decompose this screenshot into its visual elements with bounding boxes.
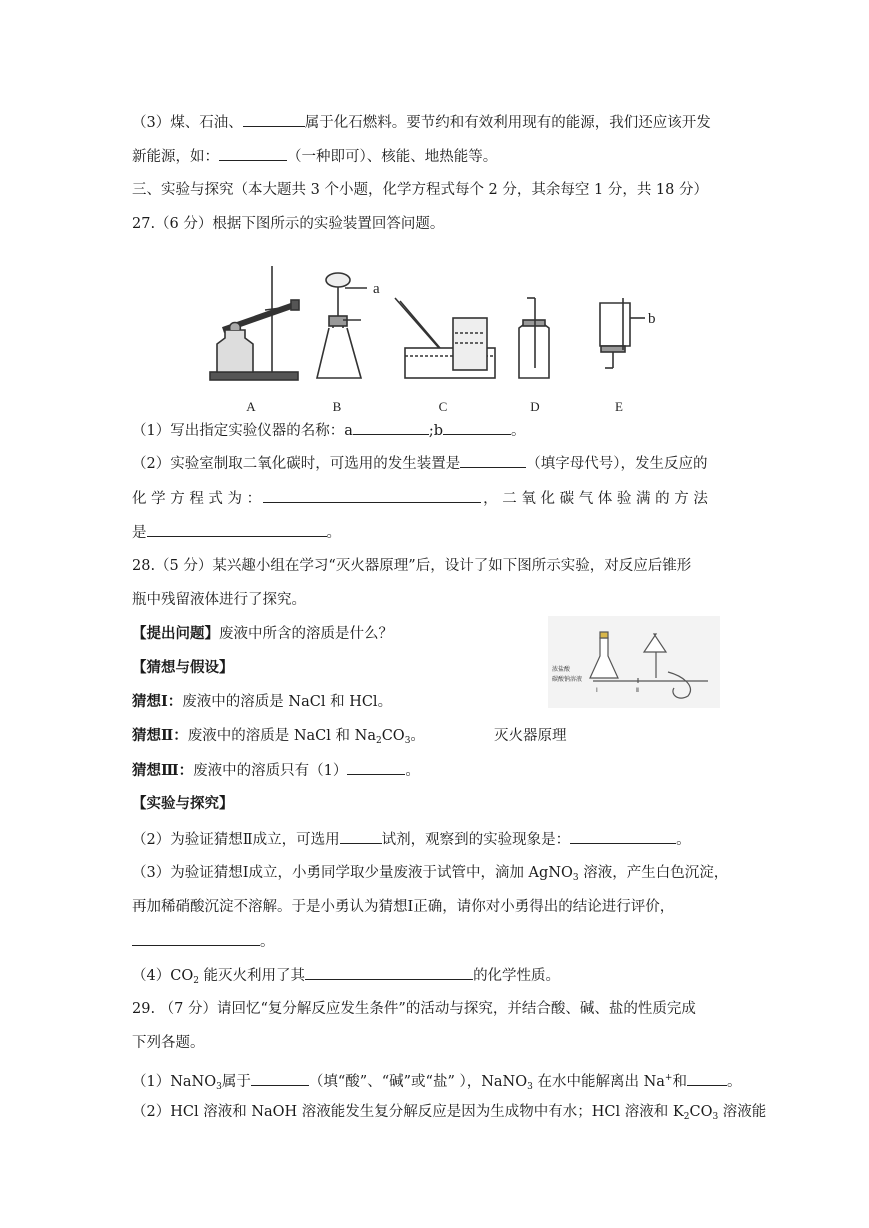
text: 在水中能解离出 Na: [532, 1074, 665, 1090]
text: 。: [326, 525, 341, 541]
q28-stem1: 28.（5 分）某兴趣小组在学习“灭火器原理”后，设计了如下图所示实验，对反应后锥形: [132, 558, 692, 574]
text: 化 学 方 程 式 为 ：: [132, 491, 262, 507]
figure-caption: 灭火器原理: [494, 728, 567, 744]
answer-blank[interactable]: [219, 146, 287, 161]
callout-b: b: [648, 311, 656, 327]
fig-text-i: Ⅰ: [596, 687, 598, 694]
text: （填字母代号），发生反应的: [526, 456, 708, 472]
q28-p2: [132, 829, 691, 850]
q28-hypothesis-head: 【猜想与假设】: [132, 659, 234, 676]
text: 能灭火利用了其: [198, 968, 306, 984]
lab-apparatus-figure: [205, 258, 675, 418]
section-tag: 【提出问题】: [132, 625, 219, 642]
text: （2）为验证猜想Ⅱ成立，可选用: [132, 832, 340, 848]
q28-p3-line3: [132, 931, 275, 952]
q28-exp-head: 【实验与探究】: [132, 795, 234, 812]
fig-text-1: 浓盐酸: [552, 666, 571, 673]
q27-p1: [132, 420, 526, 441]
text: 。: [726, 1074, 742, 1090]
q29-stem1: 29. （7 分）请回忆“复分解反应发生条件”的活动与探究，并结合酸、碱、盐的性质完成: [132, 1001, 696, 1017]
subscript: 2: [683, 1112, 690, 1122]
superscript: +: [664, 1073, 673, 1083]
text: 试剂，观察到的实验现象是：: [381, 832, 571, 848]
extinguisher-figure: [548, 616, 720, 708]
text: 属于: [221, 1074, 251, 1090]
text: （1）写出指定实验仪器的名称：a: [132, 423, 353, 439]
text: ， 二 氧 化 碳 气 体 验 满 的 方 法: [483, 491, 708, 507]
label-e: E: [615, 399, 623, 414]
answer-blank[interactable]: [132, 931, 260, 946]
fig-text-2: 碳酸钠溶液: [552, 676, 583, 683]
q29-stem2: 下列各题。: [132, 1035, 205, 1051]
apparatus-b: [317, 273, 367, 378]
text: 是: [132, 525, 147, 541]
answer-blank[interactable]: [251, 1071, 309, 1086]
answer-blank[interactable]: [347, 760, 405, 775]
answer-blank[interactable]: [570, 829, 676, 844]
text: 溶液能: [718, 1104, 767, 1120]
subscript: 3: [527, 1082, 533, 1092]
text: 。: [511, 423, 526, 439]
apparatus-c: [395, 298, 495, 378]
label-c: C: [438, 399, 448, 414]
text: （3）为验证猜想Ⅰ成立，小勇同学取少量废液于试管中，滴加 AgNO: [132, 865, 573, 881]
subscript: 2: [193, 976, 199, 986]
q28-p4: [132, 965, 560, 991]
apparatus-e: [600, 298, 645, 368]
text: （1）NaNO: [132, 1074, 217, 1090]
q28-p3-line2: 再加稀硝酸沉淀不溶解。于是小勇认为猜想Ⅰ正确，请你对小勇得出的结论进行评价，: [132, 899, 675, 915]
text: 和: [672, 1074, 687, 1090]
text: CO: [381, 728, 405, 744]
label: 猜想Ⅰ：: [132, 693, 183, 710]
text: （填“酸”、“碱”或“盐” ），NaNO: [308, 1074, 528, 1090]
text: 新能源，如：: [132, 149, 219, 165]
apparatus-d: [519, 298, 549, 378]
q26-3-line1: [132, 112, 711, 133]
answer-blank[interactable]: [305, 965, 473, 980]
label: 猜想Ⅱ：: [132, 727, 188, 744]
answer-blank[interactable]: [340, 829, 382, 844]
q27-p2-line3: [132, 522, 341, 543]
answer-blank[interactable]: [263, 488, 481, 503]
label-a: A: [246, 399, 256, 414]
text: CO: [689, 1104, 713, 1120]
q27-stem: 27.（6 分）根据下图所示的实验装置回答问题。: [132, 216, 445, 232]
answer-blank[interactable]: [687, 1071, 727, 1086]
text: 废液中的溶质是 NaCl 和 Na: [187, 728, 376, 744]
text: （2）HCl 溶液和 NaOH 溶液能发生复分解反应是因为生成物中有水；HCl 溶液和 K: [132, 1104, 684, 1120]
text: 废液中的溶质只有（1）: [193, 763, 348, 779]
q28-stem2: 瓶中残留液体进行了探究。: [132, 592, 306, 608]
answer-blank[interactable]: [147, 522, 327, 537]
text: （2）实验室制取二氧化碳时，可选用的发生装置是: [132, 456, 461, 472]
label: 猜想Ⅲ：: [132, 762, 194, 779]
answer-blank-b[interactable]: [443, 420, 511, 435]
text: 废液中所含的溶质是什么？: [219, 626, 393, 642]
subscript: 2: [375, 736, 382, 746]
text: （一种即可）、核能、地热能等。: [287, 149, 498, 165]
text: 溶液，产生白色沉淀，: [578, 865, 729, 881]
q27-p2-line1: [132, 453, 707, 474]
text: 的化学性质。: [473, 968, 561, 984]
apparatus-a: [210, 266, 299, 380]
text: （3）煤、石油、: [132, 115, 243, 131]
callout-a: a: [373, 281, 380, 297]
text: 。: [405, 763, 420, 779]
text: 废液中的溶质是 NaCl 和 HCl。: [182, 694, 393, 710]
q29-p1: [132, 1068, 741, 1097]
label-b: B: [332, 399, 342, 414]
text: （4）CO: [132, 968, 194, 984]
section3-heading: 三、实验与探究（本大题共 3 个小题，化学方程式每个 2 分，其余每空 1 分，共 18 分）: [132, 182, 708, 198]
text: ;b: [428, 423, 444, 439]
label-d: D: [530, 399, 540, 414]
q28-guess3: [132, 760, 420, 781]
q28-p3-line1: [132, 863, 728, 888]
text: 。: [676, 832, 691, 848]
q28-question: [132, 624, 393, 644]
text: 。: [410, 728, 425, 744]
text: 。: [260, 934, 275, 950]
q28-guess2: [132, 726, 425, 751]
answer-blank[interactable]: [243, 112, 305, 127]
text: 属于化石燃料。要节约和有效利用现有的能源，我们还应该开发: [304, 115, 711, 131]
subscript: 3: [572, 873, 579, 883]
subscript: 3: [216, 1082, 222, 1092]
q28-guess1: [132, 692, 392, 712]
fig-text-ii: Ⅱ: [636, 687, 639, 694]
subscript: 3: [404, 736, 411, 746]
answer-blank[interactable]: [460, 453, 526, 468]
answer-blank-a[interactable]: [353, 420, 429, 435]
q29-p2: [132, 1102, 766, 1127]
q26-3-line2: [132, 146, 497, 167]
q27-p2-line2: [132, 488, 708, 509]
subscript: 3: [712, 1112, 719, 1122]
